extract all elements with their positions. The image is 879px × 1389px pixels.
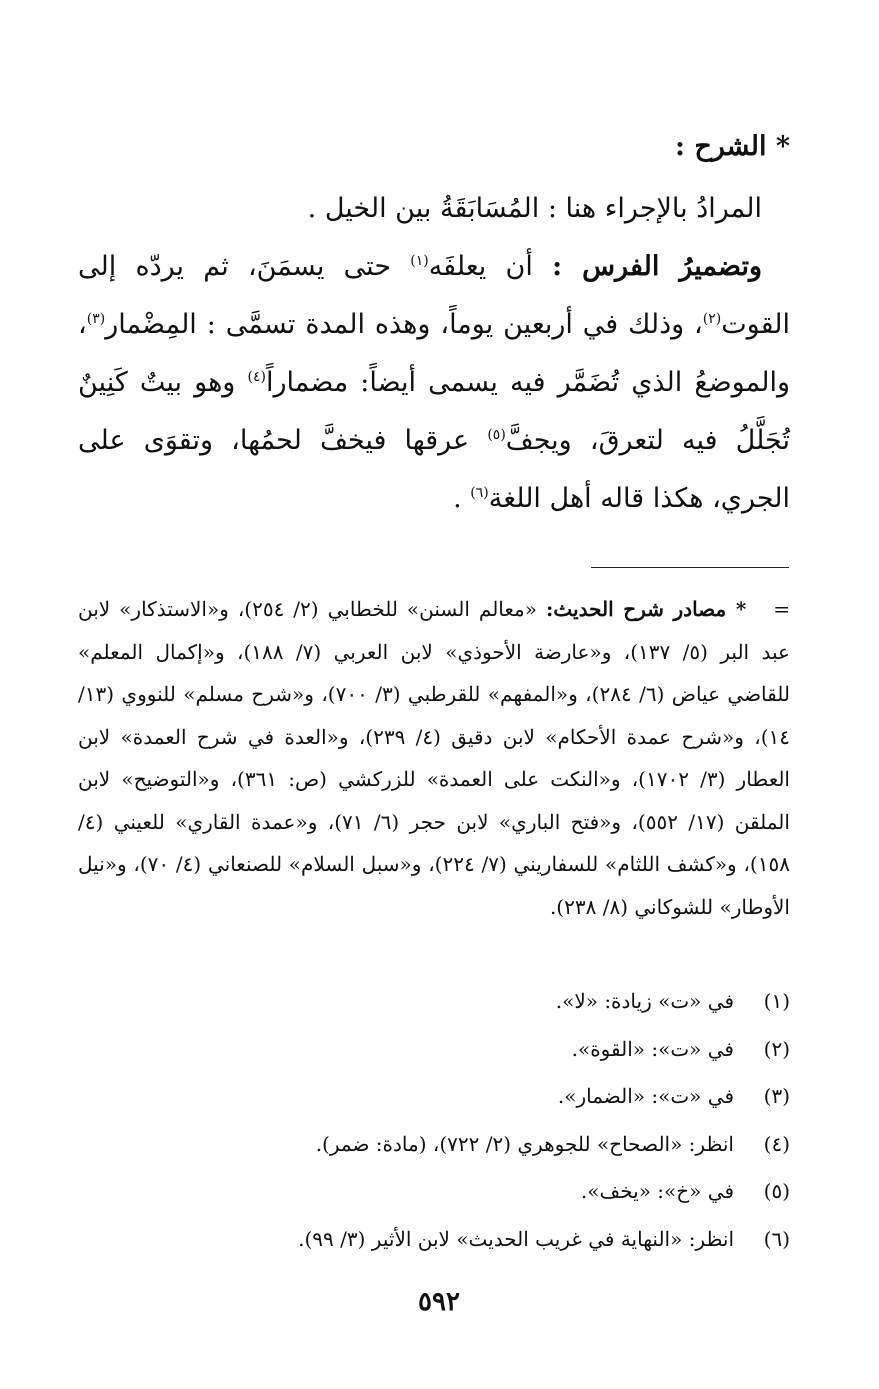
footnote-item — [78, 1026, 790, 1074]
footnote-item — [78, 1168, 790, 1216]
paragraph-definition: المرادُ بالإجراء هنا : المُسَابَقَةُ بين الخيل . — [307, 193, 762, 224]
footnote-text: في «خ»: «يخف». — [580, 1179, 734, 1203]
paragraph-tadmir — [78, 238, 790, 528]
footnote-ref[interactable]: (٦) — [470, 485, 489, 501]
text-run: وهو بيتٌ كَنِينٌ تُجَلَّلُ فيه لتعرقَ، ويجفَّ — [78, 367, 791, 456]
footnote-number: (٥) — [763, 1179, 790, 1203]
footnote-ref[interactable]: (١) — [410, 253, 429, 269]
text-run: أن يعلفَه — [428, 251, 553, 282]
footnote-ref[interactable]: (٣) — [86, 311, 106, 327]
sources-lead: * مصادر شرح الحديث: — [545, 597, 747, 621]
footnote-number: (٣) — [763, 1084, 790, 1108]
footnote-item — [78, 1073, 790, 1121]
footnote-text: في «ت» زيادة: «لا». — [555, 989, 734, 1013]
continuation-marker: = — [773, 597, 790, 621]
footnote-text: في «ت»: «الضمار». — [557, 1084, 734, 1108]
footnote-item — [78, 978, 790, 1026]
text-run: عرقها فيخفَّ لحمُها، وتقوَى على الجري، هكذا قاله أهل اللغة — [78, 425, 790, 514]
text-run: حتى يسمَنَ، ثم يردّه إلى القوت — [78, 251, 790, 340]
footnote-number: (٢) — [763, 1036, 790, 1061]
commentary-section — [78, 118, 790, 528]
footnote-ref[interactable]: (٢) — [702, 311, 722, 327]
footnote-ref[interactable]: (٥) — [487, 427, 506, 443]
text-run: ، وذلك في أربعين يوماً، وهذه المدة تسمَّى : المِضْمار — [105, 309, 703, 340]
footnote-text: انظر: «الصحاح» للجوهري (٢/ ٧٢٢)، (مادة: ضمر). — [315, 1131, 734, 1156]
footnote-item — [78, 1216, 790, 1264]
footnote-number: (٤) — [763, 1131, 790, 1156]
section-heading: * الشرح : — [674, 131, 790, 162]
footnote-text: انظر: «النهاية في غريب الحديث» لابن الأثير (٣/ ٩٩). — [298, 1226, 734, 1251]
footnote-item — [78, 1121, 790, 1169]
sources-footnote — [78, 588, 790, 928]
page-number: ٥٩٢ — [418, 1287, 460, 1317]
text-run: ، والموضعُ الذي تُضَمَّر فيه يسمى أيضاً: مضماراً — [78, 309, 790, 398]
sources-text: «معالم السنن» للخطابي (٢/ ٢٥٤)، و«الاستذكار» لابن عبد البر (٥/ ١٣٧)، و«عارضة الأحوذي» لابن العربي (٧/ ١٨٨)، و«إكمال المعلم» للقاضي عياض (٦/ ٢٨٤)، و«المفهم» للقرطبي (٣/ ٧٠٠)، و«شرح مسلم» للنووي (١٣/ ١٤)، و«شرح عمدة الأحكام» لابن دقيق (٤/ ٢٣٩)، و«العدة في شرح العمدة» لابن العطار (٣/ ١٧٠٢)، و«النكت على العمدة» للزركشي (ص: ٣٦١)، و«التوضيح» لابن الملقن (١٧/ ٥٥٢)، و«فتح الباري» لابن حجر (٦/ ٧١)، و«عمدة القاري» للعيني (٤/ ١٥٨)، و«كشف اللثام» للسفاريني (٧/ ٢٢٤)، و«سبل السلام» للصنعاني (٤/ ٧٠)، و«نيل الأوطار» للشوكاني (٨/ ٢٣٨). — [78, 597, 790, 919]
footnote-ref[interactable]: (٤) — [247, 369, 266, 385]
footnote-number: (٦) — [763, 1226, 790, 1251]
term-tadmir: وتضميرُ الفرس : — [552, 251, 763, 282]
footnote-separator — [591, 567, 789, 568]
footnote-number: (١) — [763, 989, 790, 1013]
text-run: . — [453, 483, 471, 514]
footnotes-list — [78, 978, 790, 1263]
footnote-text: في «ت»: «القوة». — [571, 1036, 734, 1061]
